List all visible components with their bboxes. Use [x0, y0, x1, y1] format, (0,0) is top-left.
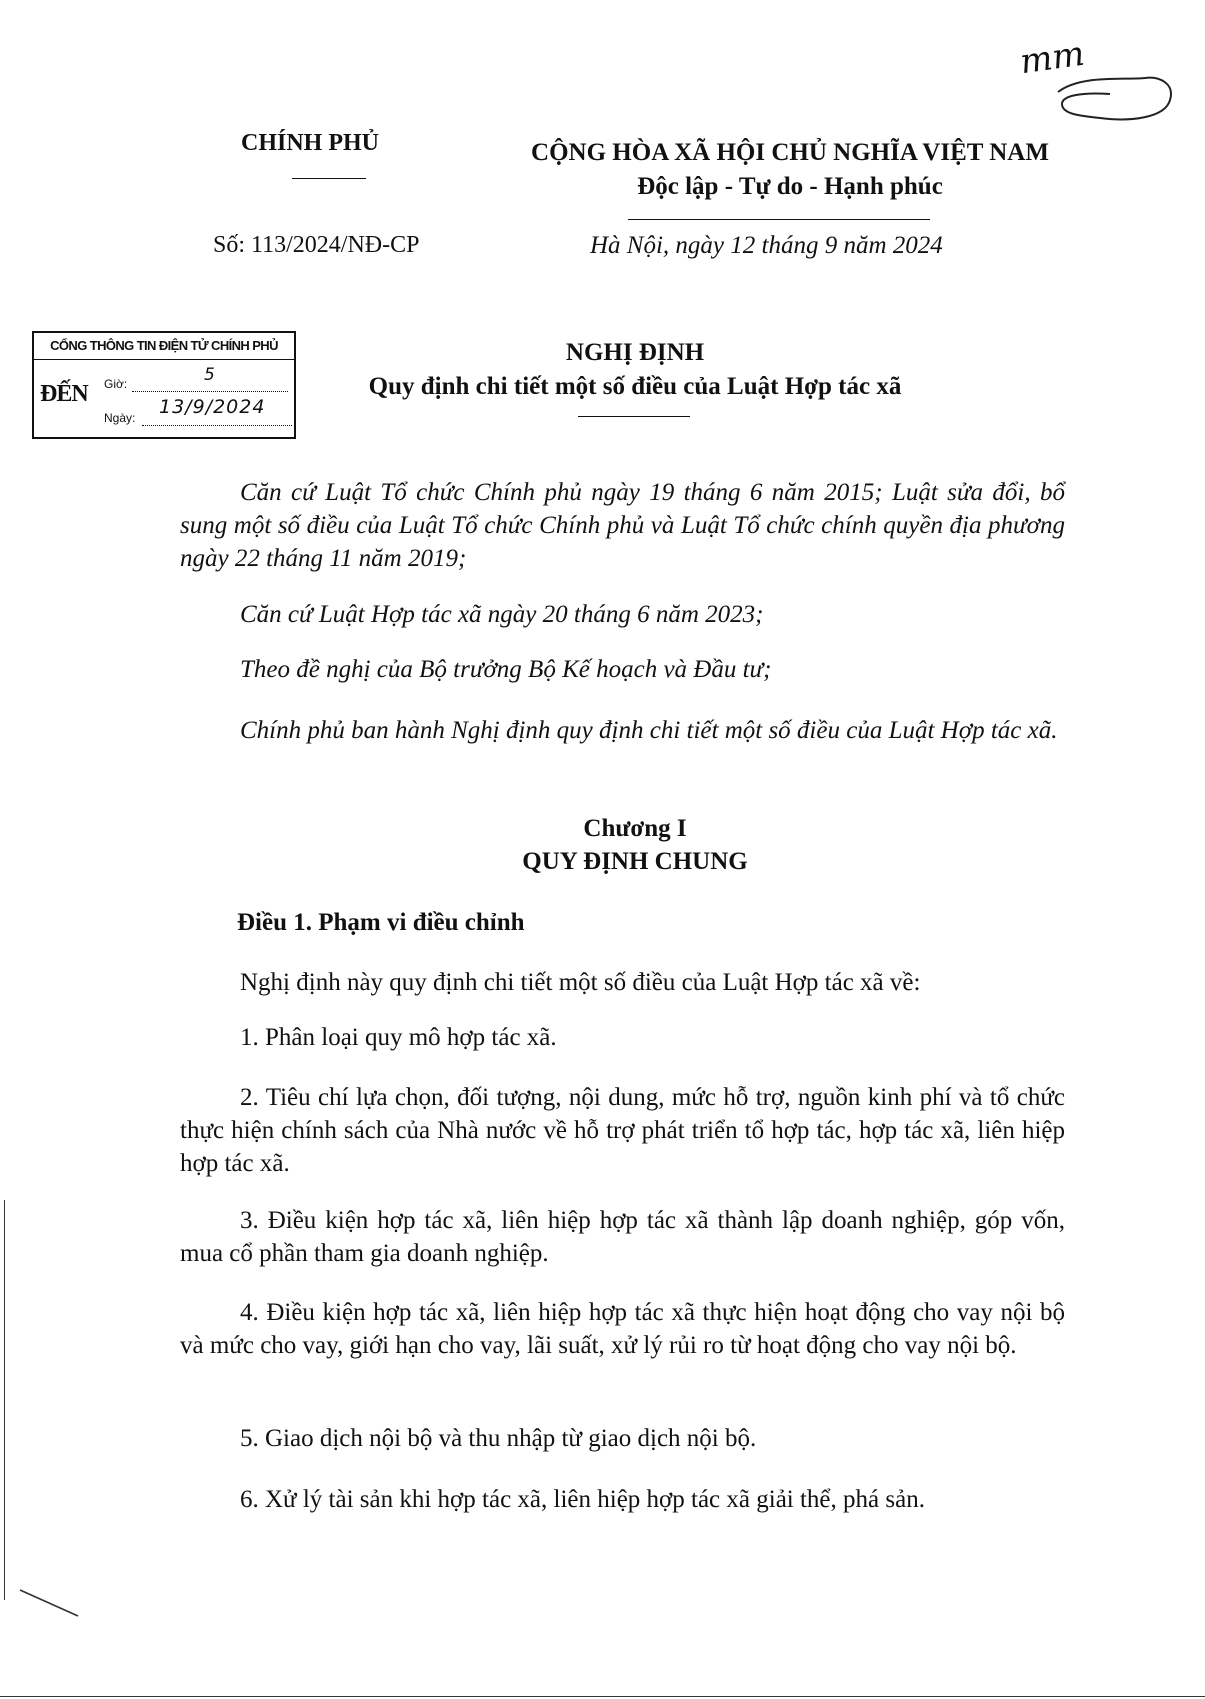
scan-bottom-edge — [0, 1696, 1205, 1697]
handwritten-scribble — [1050, 70, 1180, 130]
issuing-agency: CHÍNH PHỦ — [241, 130, 379, 156]
stamp-time-label: Giờ: — [104, 377, 128, 391]
stamp-time-value: 5 — [204, 365, 215, 385]
stamp-date-value: 13/9/2024 — [159, 396, 266, 418]
article-item: 1. Phân loại quy mô hợp tác xã. — [240, 1024, 557, 1051]
scan-edge-line — [4, 1200, 5, 1600]
article-item: 3. Điều kiện hợp tác xã, liên hiệp hợp tác xã thành lập doanh nghiệp, góp vốn, mua cổ phần tham gia doanh nghiệp. — [180, 1207, 1065, 1267]
scan-stroke — [18, 1588, 88, 1628]
motto-underline — [628, 219, 930, 220]
document-type: NGHỊ ĐỊNH — [565, 339, 705, 366]
national-header — [470, 136, 1110, 204]
document-number: Số: 113/2024/NĐ-CP — [213, 232, 420, 258]
article-item: 6. Xử lý tài sản khi hợp tác xã, liên hiệp hợp tác xã giải thể, phá sản. — [240, 1486, 925, 1513]
stamp-den-label: ĐẾN — [40, 381, 88, 407]
preamble-paragraph: Căn cứ Luật Hợp tác xã ngày 20 tháng 6 năm 2023; — [240, 601, 764, 628]
stamp-date-label: Ngày: — [104, 411, 136, 425]
document-subject: Quy định chi tiết một số điều của Luật Hợp tác xã — [368, 373, 902, 400]
article-intro: Nghị định này quy định chi tiết một số điều của Luật Hợp tác xã về: — [240, 969, 921, 996]
preamble-paragraph: Căn cứ Luật Tổ chức Chính phủ ngày 19 tháng 6 năm 2015; Luật sửa đổi, bổ sung một số điều của Luật Tổ chức Chính phủ và Luật Tổ chức chính quyền địa phương ngày 22 tháng 11 năm 2019; — [180, 479, 1065, 572]
article-title: Điều 1. Phạm vi điều chỉnh — [237, 909, 525, 936]
preamble-paragraph: Chính phủ ban hành Nghị định quy định chi tiết một số điều của Luật Hợp tác xã. — [240, 717, 1058, 744]
preamble-paragraph: Theo đề nghị của Bộ trưởng Bộ Kế hoạch và Đầu tư; — [240, 656, 772, 683]
chapter-name: QUY ĐỊNH CHUNG — [522, 848, 748, 875]
chapter-heading — [330, 812, 940, 878]
chapter-number: Chương I — [583, 815, 687, 842]
document-title — [330, 336, 940, 404]
nation-name: CỘNG HÒA XÃ HỘI CHỦ NGHĨA VIỆT NAM — [531, 139, 1049, 166]
national-motto: Độc lập - Tự do - Hạnh phúc — [637, 173, 943, 200]
place-and-date: Hà Nội, ngày 12 tháng 9 năm 2024 — [590, 232, 943, 259]
title-underline — [578, 416, 690, 417]
stamp-title: CỔNG THÔNG TIN ĐIỆN TỬ CHÍNH PHỦ — [34, 333, 294, 360]
agency-underline — [292, 178, 366, 179]
handwritten-initials: mm — [1017, 33, 1087, 83]
article-item: 5. Giao dịch nội bộ và thu nhập từ giao dịch nội bộ. — [240, 1425, 757, 1452]
article-item: 2. Tiêu chí lựa chọn, đối tượng, nội dung, mức hỗ trợ, nguồn kinh phí và tổ chức thực hiện chính sách của Nhà nước về hỗ trợ phát triển tổ hợp tác, hợp tác xã, liên hiệp hợp tác xã. — [180, 1084, 1065, 1177]
article-item: 4. Điều kiện hợp tác xã, liên hiệp hợp tác xã thực hiện hoạt động cho vay nội bộ và mức cho vay, giới hạn cho vay, lãi suất, xử lý rủi ro từ hoạt động cho vay nội bộ. — [180, 1299, 1065, 1359]
received-stamp — [32, 331, 296, 439]
